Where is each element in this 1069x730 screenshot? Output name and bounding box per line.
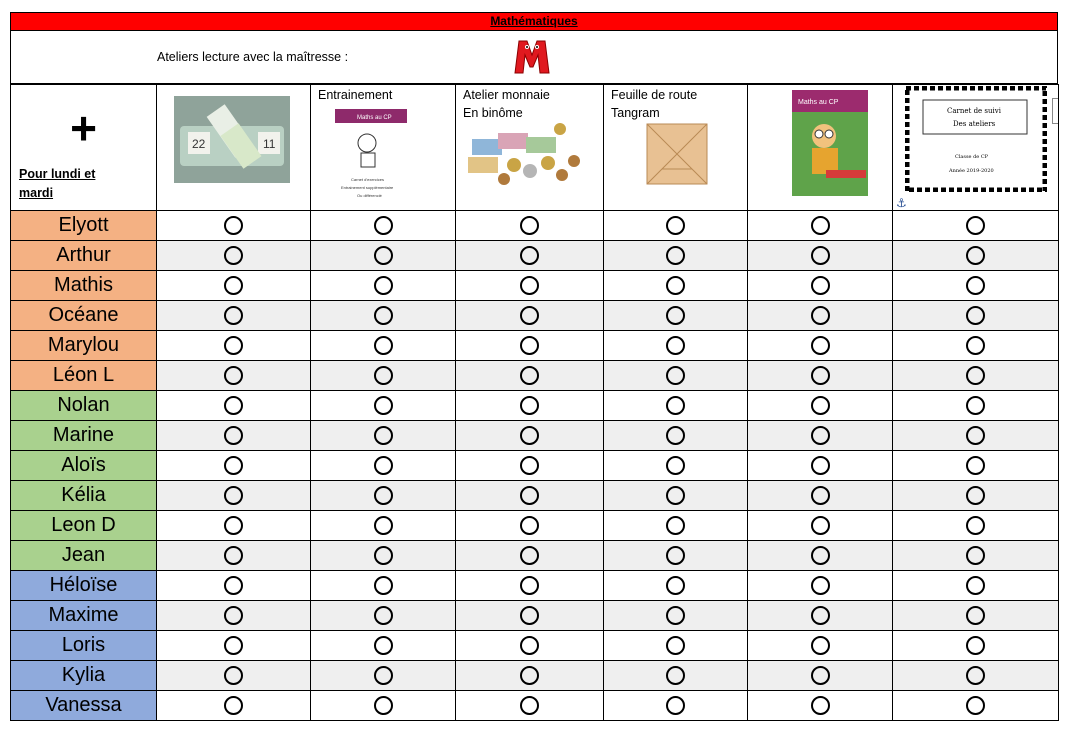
- check-cell: [604, 631, 748, 661]
- check-circle-icon[interactable]: [374, 516, 393, 535]
- check-cell: [748, 361, 893, 391]
- check-circle-icon[interactable]: [666, 576, 685, 595]
- check-cell: [893, 661, 1059, 691]
- check-circle-icon[interactable]: [811, 486, 830, 505]
- corner-cell: [11, 85, 157, 211]
- check-circle-icon[interactable]: [520, 246, 539, 265]
- check-cell: [157, 211, 311, 241]
- check-cell: [604, 451, 748, 481]
- column-header-entrainement: Entrainement Maths au CP Carnet d'exercices Entrainement supplémentaire Ou différencié: [311, 85, 456, 211]
- check-circle-icon[interactable]: [520, 366, 539, 385]
- check-circle-icon[interactable]: [811, 456, 830, 475]
- check-cell: [311, 421, 456, 451]
- check-cell: [157, 451, 311, 481]
- check-cell: [157, 631, 311, 661]
- check-cell: [311, 241, 456, 271]
- check-circle-icon[interactable]: [966, 516, 985, 535]
- check-circle-icon[interactable]: [811, 516, 830, 535]
- svg-text:Maths au CP: Maths au CP: [798, 99, 839, 106]
- check-circle-icon[interactable]: [374, 336, 393, 355]
- check-circle-icon[interactable]: [966, 486, 985, 505]
- student-name: Océane: [11, 301, 157, 331]
- check-cell: [456, 331, 604, 361]
- check-circle-icon[interactable]: [666, 306, 685, 325]
- m-logo-icon: [511, 37, 553, 77]
- check-cell: [604, 391, 748, 421]
- check-circle-icon[interactable]: [666, 246, 685, 265]
- check-circle-icon[interactable]: [224, 246, 243, 265]
- sheet-title: Mathématiques: [10, 12, 1058, 31]
- check-circle-icon[interactable]: [374, 636, 393, 655]
- check-cell: [157, 541, 311, 571]
- check-cell: [456, 421, 604, 451]
- maths-au-cp-booklet-picture: [335, 107, 407, 202]
- svg-text:Des ateliers: Des ateliers: [953, 120, 996, 128]
- check-circle-icon[interactable]: [374, 606, 393, 625]
- check-cell: [311, 691, 456, 721]
- check-circle-icon[interactable]: [666, 276, 685, 295]
- check-circle-icon[interactable]: [520, 516, 539, 535]
- check-cell: [893, 211, 1059, 241]
- student-row: [11, 271, 1059, 301]
- check-cell: [456, 391, 604, 421]
- check-circle-icon[interactable]: [966, 216, 985, 235]
- check-circle-icon[interactable]: [666, 426, 685, 445]
- student-row: [11, 391, 1059, 421]
- student-name: Kélia: [11, 481, 157, 511]
- check-cell: [748, 481, 893, 511]
- check-circle-icon[interactable]: [966, 336, 985, 355]
- check-cell: [748, 541, 893, 571]
- check-circle-icon[interactable]: [520, 636, 539, 655]
- check-circle-icon[interactable]: [666, 486, 685, 505]
- student-row: [11, 661, 1059, 691]
- check-cell: [157, 691, 311, 721]
- check-cell: [157, 571, 311, 601]
- check-cell: [311, 361, 456, 391]
- attendance-table: [10, 84, 1059, 721]
- check-cell: [893, 691, 1059, 721]
- check-circle-icon[interactable]: [966, 456, 985, 475]
- student-name: Nolan: [11, 391, 157, 421]
- student-row: [11, 691, 1059, 721]
- check-cell: [157, 421, 311, 451]
- check-cell: [748, 241, 893, 271]
- check-circle-icon[interactable]: [666, 336, 685, 355]
- student-row: [11, 451, 1059, 481]
- check-circle-icon[interactable]: [224, 636, 243, 655]
- student-name: Leon D: [11, 511, 157, 541]
- check-circle-icon[interactable]: [666, 516, 685, 535]
- check-circle-icon[interactable]: [224, 306, 243, 325]
- check-circle-icon[interactable]: [520, 576, 539, 595]
- check-cell: [456, 691, 604, 721]
- check-cell: [748, 331, 893, 361]
- anchor-icon: ⚓: [896, 196, 907, 210]
- check-cell: [604, 571, 748, 601]
- check-cell: [157, 301, 311, 331]
- check-cell: [456, 601, 604, 631]
- svg-text:11: 11: [263, 137, 276, 151]
- column-header-maths-book: [748, 85, 893, 211]
- student-name: Kylia: [11, 661, 157, 691]
- check-cell: [604, 601, 748, 631]
- check-circle-icon[interactable]: [374, 486, 393, 505]
- check-cell: [456, 661, 604, 691]
- check-cell: [893, 511, 1059, 541]
- check-cell: [748, 571, 893, 601]
- dominoes-picture: [174, 96, 290, 183]
- check-cell: [748, 661, 893, 691]
- worksheet: [10, 12, 1058, 721]
- check-circle-icon[interactable]: [374, 546, 393, 565]
- check-circle-icon[interactable]: [520, 336, 539, 355]
- check-circle-icon[interactable]: [520, 696, 539, 715]
- check-cell: [748, 601, 893, 631]
- check-cell: [893, 421, 1059, 451]
- check-circle-icon[interactable]: [666, 666, 685, 685]
- svg-text:Carnet d'exercices: Carnet d'exercices: [351, 177, 384, 182]
- check-circle-icon[interactable]: [811, 396, 830, 415]
- tangram-picture: [646, 123, 708, 185]
- student-row: [11, 421, 1059, 451]
- check-circle-icon[interactable]: [520, 216, 539, 235]
- check-cell: [456, 361, 604, 391]
- student-row: [11, 631, 1059, 661]
- check-circle-icon[interactable]: [811, 636, 830, 655]
- check-circle-icon[interactable]: [966, 426, 985, 445]
- check-cell: [604, 271, 748, 301]
- student-name: Vanessa: [11, 691, 157, 721]
- check-cell: [456, 451, 604, 481]
- check-cell: [893, 391, 1059, 421]
- check-circle-icon[interactable]: [520, 276, 539, 295]
- student-name: Aloïs: [11, 451, 157, 481]
- check-cell: [893, 481, 1059, 511]
- student-name: Héloïse: [11, 571, 157, 601]
- check-circle-icon[interactable]: [374, 666, 393, 685]
- check-circle-icon[interactable]: [374, 246, 393, 265]
- check-circle-icon[interactable]: [520, 486, 539, 505]
- check-cell: [604, 331, 748, 361]
- check-circle-icon[interactable]: [374, 696, 393, 715]
- check-circle-icon[interactable]: [224, 546, 243, 565]
- student-name: Elyott: [11, 211, 157, 241]
- check-cell: [748, 391, 893, 421]
- check-cell: [604, 301, 748, 331]
- check-circle-icon[interactable]: [811, 276, 830, 295]
- check-cell: [893, 541, 1059, 571]
- check-cell: [748, 511, 893, 541]
- check-cell: [456, 541, 604, 571]
- check-circle-icon[interactable]: [374, 306, 393, 325]
- intro-text: Ateliers lecture avec la maîtresse :: [157, 50, 349, 64]
- check-cell: [604, 541, 748, 571]
- check-circle-icon[interactable]: [224, 486, 243, 505]
- header-row: [11, 85, 1059, 211]
- check-cell: [456, 241, 604, 271]
- check-circle-icon[interactable]: [520, 426, 539, 445]
- check-circle-icon[interactable]: [374, 576, 393, 595]
- check-circle-icon[interactable]: [520, 666, 539, 685]
- column-header-carnet-de-suivi: [893, 85, 1059, 211]
- svg-text:Maths au CP: Maths au CP: [357, 115, 392, 121]
- check-cell: [604, 241, 748, 271]
- check-cell: [748, 691, 893, 721]
- student-row: [11, 541, 1059, 571]
- student-row: [11, 331, 1059, 361]
- corner-caption: Pour lundi et mardi: [19, 167, 96, 200]
- check-circle-icon[interactable]: [666, 366, 685, 385]
- check-circle-icon[interactable]: [224, 396, 243, 415]
- carnet-de-suivi-picture: [905, 86, 1047, 192]
- check-circle-icon[interactable]: [811, 246, 830, 265]
- student-row: [11, 211, 1059, 241]
- check-circle-icon[interactable]: [224, 456, 243, 475]
- student-name: Loris: [11, 631, 157, 661]
- check-cell: [157, 661, 311, 691]
- check-circle-icon[interactable]: [224, 426, 243, 445]
- check-cell: [748, 301, 893, 331]
- check-cell: [604, 511, 748, 541]
- check-cell: [893, 271, 1059, 301]
- check-circle-icon[interactable]: [224, 216, 243, 235]
- check-cell: [311, 511, 456, 541]
- page-edge-marker: [1052, 98, 1058, 124]
- check-circle-icon[interactable]: [966, 696, 985, 715]
- student-name: Marine: [11, 421, 157, 451]
- student-row: [11, 361, 1059, 391]
- check-cell: [893, 361, 1059, 391]
- check-circle-icon[interactable]: [966, 666, 985, 685]
- check-cell: [748, 631, 893, 661]
- check-circle-icon[interactable]: [666, 396, 685, 415]
- check-cell: [311, 631, 456, 661]
- check-circle-icon[interactable]: [666, 456, 685, 475]
- check-circle-icon[interactable]: [520, 306, 539, 325]
- check-circle-icon[interactable]: [224, 666, 243, 685]
- student-row: [11, 301, 1059, 331]
- check-cell: [157, 361, 311, 391]
- check-cell: [893, 601, 1059, 631]
- check-cell: [311, 331, 456, 361]
- check-cell: [604, 661, 748, 691]
- check-cell: [456, 511, 604, 541]
- check-circle-icon[interactable]: [224, 606, 243, 625]
- check-circle-icon[interactable]: [811, 366, 830, 385]
- check-circle-icon[interactable]: [966, 396, 985, 415]
- check-circle-icon[interactable]: [224, 576, 243, 595]
- check-circle-icon[interactable]: [224, 276, 243, 295]
- check-circle-icon[interactable]: [811, 696, 830, 715]
- check-cell: [456, 271, 604, 301]
- check-circle-icon[interactable]: [374, 396, 393, 415]
- check-circle-icon[interactable]: [224, 696, 243, 715]
- check-cell: [748, 271, 893, 301]
- check-cell: [157, 271, 311, 301]
- check-cell: [311, 601, 456, 631]
- check-cell: [893, 241, 1059, 271]
- check-circle-icon[interactable]: [966, 546, 985, 565]
- check-cell: [748, 451, 893, 481]
- euro-money-picture: [464, 123, 584, 187]
- check-circle-icon[interactable]: [224, 516, 243, 535]
- column-header-dominoes: [157, 85, 311, 211]
- svg-text:Ou différencié: Ou différencié: [357, 193, 382, 198]
- svg-text:Entrainement supplémentaire: Entrainement supplémentaire: [341, 185, 394, 190]
- check-cell: [311, 301, 456, 331]
- check-circle-icon[interactable]: [666, 696, 685, 715]
- check-cell: [456, 481, 604, 511]
- check-circle-icon[interactable]: [966, 636, 985, 655]
- check-circle-icon[interactable]: [966, 366, 985, 385]
- check-circle-icon[interactable]: [374, 216, 393, 235]
- check-cell: [456, 301, 604, 331]
- student-name: Marylou: [11, 331, 157, 361]
- student-name: Mathis: [11, 271, 157, 301]
- check-circle-icon[interactable]: [966, 306, 985, 325]
- svg-text:Carnet de suivi: Carnet de suivi: [947, 107, 1001, 115]
- student-row: [11, 241, 1059, 271]
- check-cell: [456, 571, 604, 601]
- check-cell: [893, 331, 1059, 361]
- check-circle-icon[interactable]: [666, 636, 685, 655]
- student-row: [11, 571, 1059, 601]
- check-cell: [311, 481, 456, 511]
- student-name: Léon L: [11, 361, 157, 391]
- check-circle-icon[interactable]: [811, 306, 830, 325]
- check-circle-icon[interactable]: [666, 546, 685, 565]
- check-circle-icon[interactable]: [966, 246, 985, 265]
- check-circle-icon[interactable]: [374, 276, 393, 295]
- maths-au-cp-book-picture: [792, 90, 868, 196]
- column-header-atelier-monnaie: Atelier monnaie En binôme: [456, 85, 604, 211]
- svg-text:Année 2019-2020: Année 2019-2020: [949, 168, 994, 174]
- check-circle-icon[interactable]: [374, 426, 393, 445]
- check-cell: [748, 211, 893, 241]
- svg-text:Classe de CP: Classe de CP: [955, 154, 989, 160]
- check-cell: [604, 361, 748, 391]
- check-cell: [311, 541, 456, 571]
- check-circle-icon[interactable]: [666, 216, 685, 235]
- check-circle-icon[interactable]: [374, 366, 393, 385]
- column-header-tangram: Feuille de route Tangram: [604, 85, 748, 211]
- check-cell: [893, 571, 1059, 601]
- check-cell: [311, 571, 456, 601]
- check-circle-icon[interactable]: [520, 606, 539, 625]
- check-cell: [157, 601, 311, 631]
- check-cell: [893, 631, 1059, 661]
- check-cell: [311, 271, 456, 301]
- check-circle-icon[interactable]: [966, 276, 985, 295]
- svg-text:22: 22: [192, 137, 206, 151]
- check-circle-icon[interactable]: [811, 216, 830, 235]
- check-circle-icon[interactable]: [811, 336, 830, 355]
- check-cell: [311, 391, 456, 421]
- check-cell: [893, 451, 1059, 481]
- plus-icon: +: [70, 102, 97, 154]
- check-circle-icon[interactable]: [520, 456, 539, 475]
- student-row: [11, 511, 1059, 541]
- check-cell: [456, 631, 604, 661]
- check-circle-icon[interactable]: [811, 546, 830, 565]
- check-cell: [604, 421, 748, 451]
- check-cell: [157, 241, 311, 271]
- check-cell: [157, 331, 311, 361]
- intro-row: [10, 31, 1058, 84]
- student-name: Arthur: [11, 241, 157, 271]
- check-cell: [748, 421, 893, 451]
- check-cell: [311, 661, 456, 691]
- student-name: Jean: [11, 541, 157, 571]
- check-circle-icon[interactable]: [224, 366, 243, 385]
- check-cell: [311, 451, 456, 481]
- check-cell: [604, 481, 748, 511]
- check-cell: [311, 211, 456, 241]
- check-cell: [157, 391, 311, 421]
- student-row: [11, 601, 1059, 631]
- check-circle-icon[interactable]: [966, 576, 985, 595]
- student-name: Maxime: [11, 601, 157, 631]
- check-circle-icon[interactable]: [520, 546, 539, 565]
- check-cell: [157, 511, 311, 541]
- check-cell: [893, 301, 1059, 331]
- check-circle-icon[interactable]: [811, 426, 830, 445]
- student-row: [11, 481, 1059, 511]
- check-circle-icon[interactable]: [811, 576, 830, 595]
- check-cell: [604, 691, 748, 721]
- check-cell: [157, 481, 311, 511]
- check-circle-icon[interactable]: [520, 396, 539, 415]
- check-circle-icon[interactable]: [374, 456, 393, 475]
- check-circle-icon[interactable]: [811, 606, 830, 625]
- check-cell: [604, 211, 748, 241]
- check-circle-icon[interactable]: [224, 336, 243, 355]
- check-circle-icon[interactable]: [666, 606, 685, 625]
- check-circle-icon[interactable]: [966, 606, 985, 625]
- check-cell: [456, 211, 604, 241]
- check-circle-icon[interactable]: [811, 666, 830, 685]
